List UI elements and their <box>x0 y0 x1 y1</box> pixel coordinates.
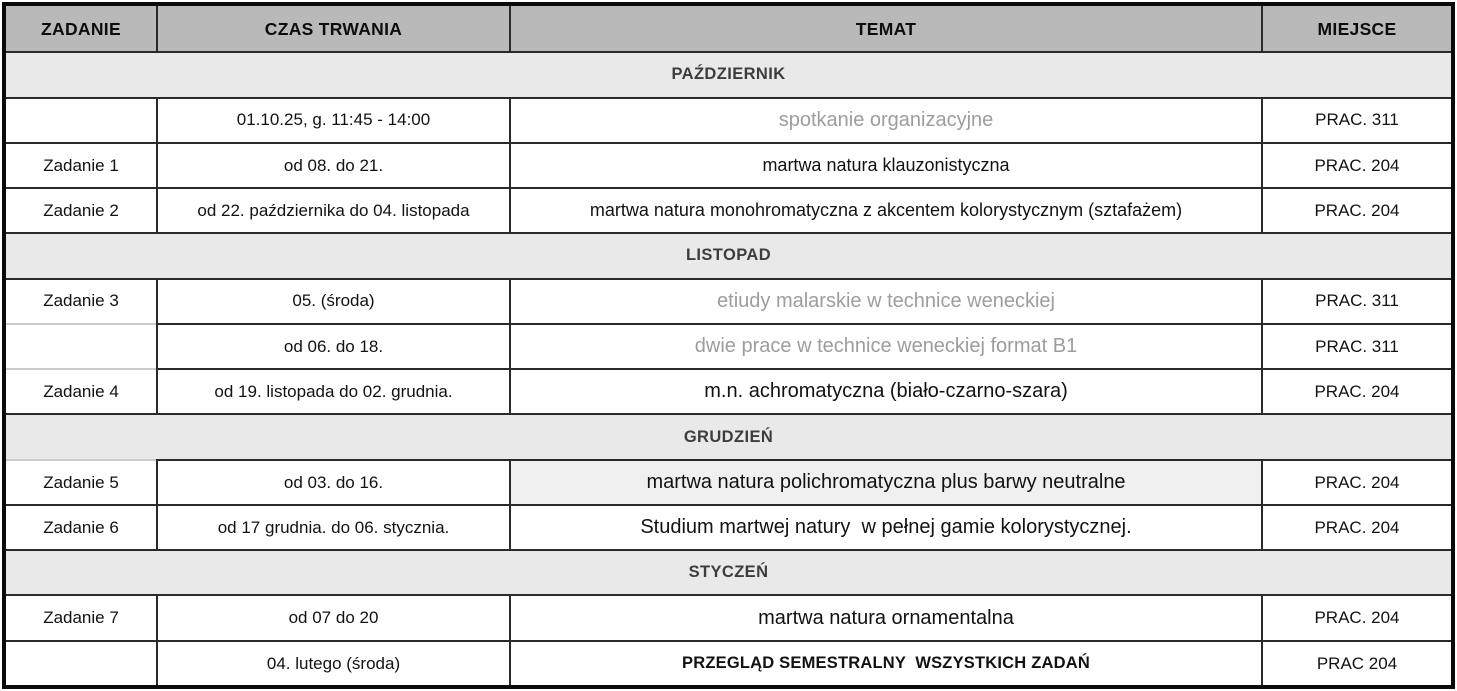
cell-zadanie: Zadanie 2 <box>6 187 156 232</box>
cell-czas: od 07 do 20 <box>156 594 509 639</box>
cell-temat: martwa natura ornamentalna <box>509 594 1261 639</box>
cell-czas: od 19. listopada do 02. grudnia. <box>156 368 509 413</box>
cell-zadanie <box>6 640 156 685</box>
cell-miejsce: PRAC. 311 <box>1261 97 1451 142</box>
cell-temat: spotkanie organizacyjne <box>509 97 1261 142</box>
cell-czas: od 22. października do 04. listopada <box>156 187 509 232</box>
cell-zadanie: Zadanie 4 <box>6 368 156 413</box>
cell-czas: od 17 grudnia. do 06. stycznia. <box>156 504 509 549</box>
cell-zadanie: Zadanie 7 <box>6 594 156 639</box>
cell-czas: 05. (środa) <box>156 278 509 323</box>
cell-czas: od 08. do 21. <box>156 142 509 187</box>
cell-miejsce: PRAC. 204 <box>1261 368 1451 413</box>
cell-miejsce: PRAC. 204 <box>1261 459 1451 504</box>
column-header-zadanie: ZADANIE <box>6 6 156 51</box>
month-section-header: GRUDZIEŃ <box>6 413 1451 458</box>
cell-miejsce: PRAC. 204 <box>1261 504 1451 549</box>
cell-czas: 04. lutego (środa) <box>156 640 509 685</box>
cell-temat: martwa natura polichromatyczna plus barwy neutralne <box>509 459 1261 504</box>
cell-temat: m.n. achromatyczna (biało-czarno-szara) <box>509 368 1261 413</box>
cell-zadanie: Zadanie 1 <box>6 142 156 187</box>
cell-miejsce: PRAC. 204 <box>1261 594 1451 639</box>
cell-czas: od 03. do 16. <box>156 459 509 504</box>
cell-czas: od 06. do 18. <box>156 323 509 368</box>
column-header-czas-trwania: CZAS TRWANIA <box>156 6 509 51</box>
cell-temat: martwa natura klauzonistyczna <box>509 142 1261 187</box>
month-section-header: PAŹDZIERNIK <box>6 51 1451 96</box>
schedule-table <box>2 2 1455 689</box>
cell-miejsce: PRAC. 311 <box>1261 323 1451 368</box>
cell-zadanie <box>6 323 156 368</box>
month-section-header: STYCZEŃ <box>6 549 1451 594</box>
cell-temat: Studium martwej natury w pełnej gamie kolorystycznej. <box>509 504 1261 549</box>
cell-miejsce: PRAC. 204 <box>1261 142 1451 187</box>
column-header-miejsce: MIEJSCE <box>1261 6 1451 51</box>
column-header-temat: TEMAT <box>509 6 1261 51</box>
cell-czas: 01.10.25, g. 11:45 - 14:00 <box>156 97 509 142</box>
cell-temat: dwie prace w technice weneckiej format B1 <box>509 323 1261 368</box>
cell-zadanie: Zadanie 5 <box>6 459 156 504</box>
cell-miejsce: PRAC 204 <box>1261 640 1451 685</box>
cell-miejsce: PRAC. 311 <box>1261 278 1451 323</box>
cell-temat: etiudy malarskie w technice weneckiej <box>509 278 1261 323</box>
cell-zadanie: Zadanie 3 <box>6 278 156 323</box>
cell-temat: martwa natura monohromatyczna z akcentem kolorystycznym (sztafażem) <box>509 187 1261 232</box>
cell-miejsce: PRAC. 204 <box>1261 187 1451 232</box>
cell-zadanie: Zadanie 6 <box>6 504 156 549</box>
month-section-header: LISTOPAD <box>6 232 1451 277</box>
cell-zadanie <box>6 97 156 142</box>
cell-temat: PRZEGLĄD SEMESTRALNY WSZYSTKICH ZADAŃ <box>509 640 1261 685</box>
